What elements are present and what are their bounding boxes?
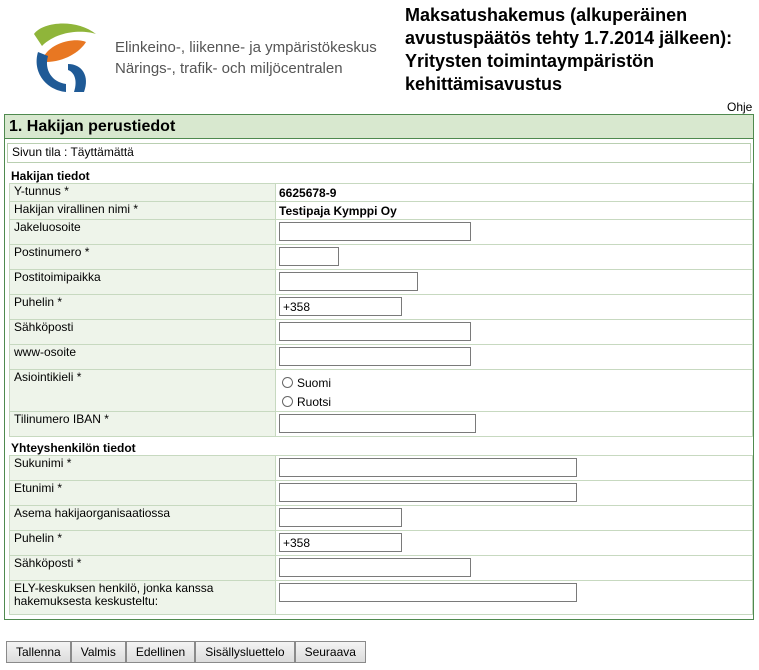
city-input[interactable]: [279, 272, 418, 291]
applicant-section-title: Hakijan tiedot: [11, 169, 90, 183]
ytunnus-label: Y-tunnus *: [10, 184, 276, 202]
lastname-input[interactable]: [279, 458, 577, 477]
contact-section-title: Yhteyshenkilön tiedot: [11, 441, 136, 455]
contact-phone-input[interactable]: [279, 533, 402, 552]
postal-code-input[interactable]: [279, 247, 339, 266]
www-input[interactable]: [279, 347, 471, 366]
language-option-label: Ruotsi: [297, 394, 332, 409]
basic-info-panel: [4, 114, 754, 620]
contact-fields-table: [9, 455, 753, 615]
panel-title: 1. Hakijan perustiedot: [5, 115, 753, 139]
table-row: [10, 456, 753, 481]
next-button[interactable]: Seuraava: [295, 641, 366, 663]
table-row: [10, 345, 753, 370]
table-row: [10, 295, 753, 320]
ely-contact-label: ELY-keskuksen henkilö, jonka kanssa hakemuksesta keskusteltu:: [10, 581, 276, 615]
done-button[interactable]: Valmis: [71, 641, 126, 663]
ely-logo-icon: [24, 16, 104, 96]
position-input[interactable]: [279, 508, 402, 527]
city-label: Postitoimipaikka: [10, 270, 276, 295]
firstname-label: Etunimi *: [10, 481, 276, 506]
org-name-sv: Närings-, trafik- och miljöcentralen: [115, 60, 343, 77]
table-row: [10, 556, 753, 581]
radio-icon[interactable]: [282, 396, 293, 407]
table-row: [10, 581, 753, 615]
table-row: [10, 220, 753, 245]
applicant-email-input[interactable]: [279, 322, 471, 341]
applicant-name-label: Hakijan virallinen nimi *: [10, 202, 276, 220]
table-row: [10, 531, 753, 556]
iban-input[interactable]: [279, 414, 476, 433]
action-buttons: [6, 641, 366, 663]
applicant-name-value: Testipaja Kymppi Oy: [279, 204, 397, 218]
language-option-suomi[interactable]: [282, 374, 748, 391]
previous-button[interactable]: Edellinen: [126, 641, 195, 663]
language-option-label: Suomi: [297, 375, 332, 390]
applicant-phone-label: Puhelin *: [10, 295, 276, 320]
table-row: [10, 270, 753, 295]
contact-phone-label: Puhelin *: [10, 531, 276, 556]
applicant-phone-input[interactable]: [279, 297, 402, 316]
lastname-label: Sukunimi *: [10, 456, 276, 481]
table-row: [10, 506, 753, 531]
applicant-email-label: Sähköposti: [10, 320, 276, 345]
table-row: [10, 481, 753, 506]
address-label: Jakeluosoite: [10, 220, 276, 245]
applicant-fields-table: [9, 183, 753, 437]
radio-icon[interactable]: [282, 377, 293, 388]
org-name: [115, 37, 377, 79]
contents-button[interactable]: Sisällysluettelo: [195, 641, 294, 663]
table-row: [10, 184, 753, 202]
firstname-input[interactable]: [279, 483, 577, 502]
ely-contact-input[interactable]: [279, 583, 577, 602]
address-input[interactable]: [279, 222, 471, 241]
table-row: [10, 370, 753, 412]
language-label: Asiointikieli *: [10, 370, 276, 412]
org-name-fi: Elinkeino-, liikenne- ja ympäristökeskus: [115, 39, 377, 56]
table-row: [10, 412, 753, 437]
ytunnus-value: 6625678-9: [279, 186, 337, 200]
www-label: www-osoite: [10, 345, 276, 370]
help-link[interactable]: Ohje: [727, 100, 753, 114]
postal-code-label: Postinumero *: [10, 245, 276, 270]
save-button[interactable]: Tallenna: [6, 641, 71, 663]
table-row: [10, 245, 753, 270]
table-row: [10, 320, 753, 345]
table-row: [10, 202, 753, 220]
contact-email-label: Sähköposti *: [10, 556, 276, 581]
language-option-ruotsi[interactable]: [282, 393, 748, 410]
iban-label: Tilinumero IBAN *: [10, 412, 276, 437]
page-title: Maksatushakemus (alkuperäinen avustuspäätös tehty 1.7.2014 jälkeen): Yritysten toimintaympäristön kehittämisavustus: [405, 5, 733, 94]
page-status: Sivun tila : Täyttämättä: [7, 143, 751, 163]
contact-email-input[interactable]: [279, 558, 471, 577]
position-label: Asema hakijaorganisaatiossa: [10, 506, 276, 531]
